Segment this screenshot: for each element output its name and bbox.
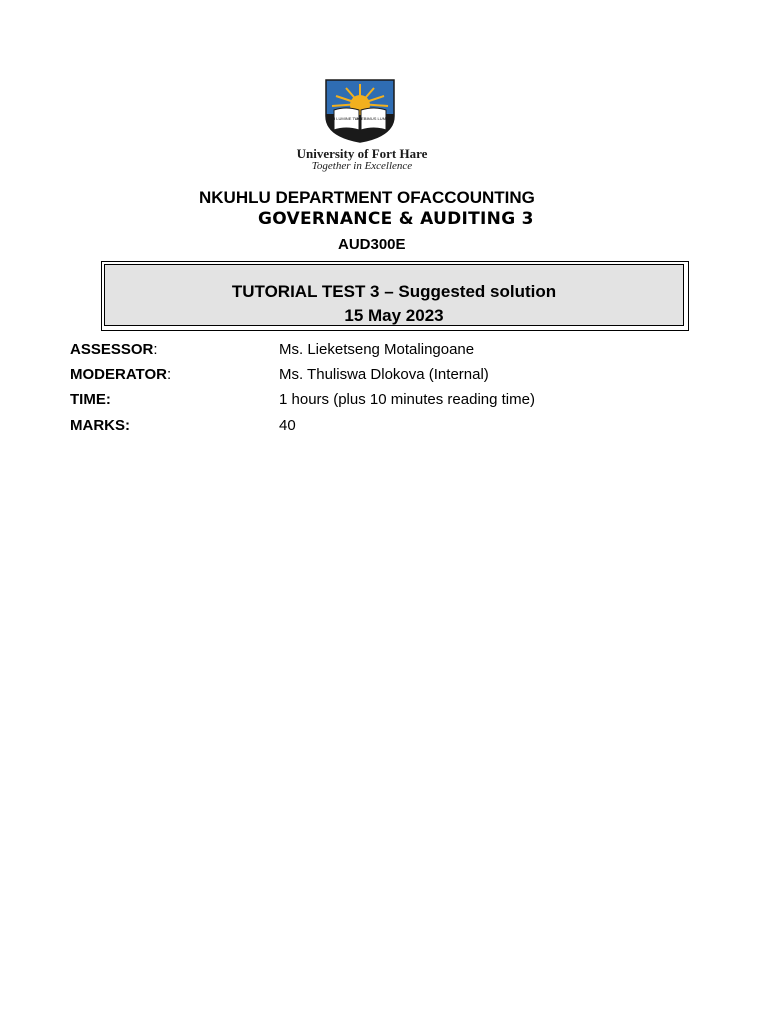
crest-book-right: VIDEBIMUS LUMEN [354,116,392,121]
moderator-label: MODERATOR: [70,366,172,383]
course-code: AUD300E [338,236,406,253]
crest-book-left: IN LUMINE TUO [331,116,361,121]
course-heading: GOVERNANCE & AUDITING 3 [258,209,534,229]
test-title-panel [104,264,684,326]
university-name: University of Fort Hare [296,146,428,161]
assessor-value: Ms. Lieketseng Motalingoane [279,341,475,358]
university-motto: Together in Excellence [311,160,413,172]
test-title: TUTORIAL TEST 3 – Suggested solution [231,282,557,301]
test-title-box [101,261,689,331]
department-heading: NKUHLU DEPARTMENT OFACCOUNTING [199,188,535,207]
test-date: 15 May 2023 [344,306,444,325]
university-logo [286,76,438,174]
crest-icon [324,78,396,144]
time-value: 1 hours (plus 10 minutes reading time) [279,391,535,408]
marks-value: 40 [279,417,296,434]
moderator-value: Ms. Thuliswa Dlokova (Internal) [279,366,489,383]
time-label: TIME: [70,391,111,408]
assessor-label: ASSESSOR: [70,341,158,358]
marks-label: MARKS: [70,417,130,434]
